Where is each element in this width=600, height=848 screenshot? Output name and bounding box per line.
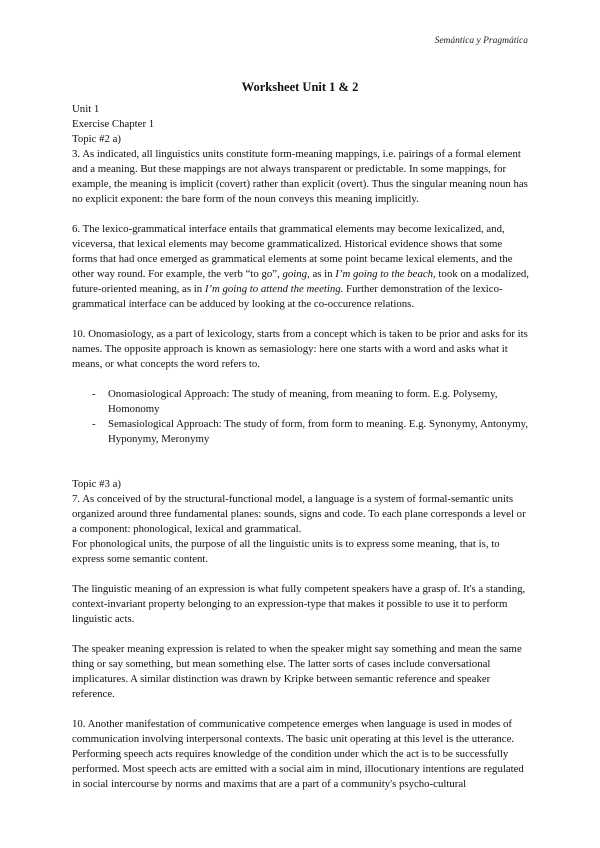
- document-title: Worksheet Unit 1 & 2: [241, 80, 359, 94]
- paragraph-10-onomasiology: 10. Onomasiology, as a part of lexicology, starts from a concept which is taken to be prior and asks for its names. The opposite approach is known as semasiology: here one starts with a word and asks what it means, or what concepts the word refers to.: [72, 328, 528, 370]
- list-item: - Semasiological Approach: The study of form, from form to meaning. E.g. Synonymy, Antonymy, Hyponymy, Meronymy: [92, 417, 530, 447]
- paragraph-7: 7. As conceived of by the structural-functional model, a language is a system of formal-semantic units organized around three fundamental planes: sounds, signs and code. To each plane corresponds a level or a component: phonological, lexical and grammatical.: [72, 493, 526, 535]
- paragraph-speaker-meaning: The speaker meaning expression is related to when the speaker might say something and mean the same thing or say something, but mean something else. The latter sorts of cases include conversational implicatures. A similar distinction was drawn by Kripke between semantic reference and speaker reference.: [72, 643, 522, 700]
- paragraph-7b: For phonological units, the purpose of all the linguistic units is to express some meaning, that is, to express some semantic content.: [72, 538, 500, 565]
- paragraph-linguistic-meaning: The linguistic meaning of an expression is what fully competent speakers have a grasp of. It's a standing, context-invariant property belonging to an expression-type that makes it possible to use it to perform linguistic acts.: [72, 583, 526, 625]
- paragraph-6-text: Further demonstration of the lexico-grammatical interface can be adduced by looking at the co-occurence relations.: [72, 283, 503, 310]
- topic-heading: Topic #3 a): [72, 478, 122, 490]
- paragraph-6-text: took on a modalized, future-oriented meaning, as in: [72, 268, 529, 295]
- unit-heading: Unit 1: [72, 103, 100, 115]
- approach-list: [72, 387, 530, 447]
- running-header: Semántica y Pragmática: [434, 36, 528, 46]
- paragraph-3: 3. As indicated, all linguistics units constitute form-meaning mappings, i.e. pairings of a formal element and a meaning. But these mappings are not always transparent or predictable. In some mappings, for example, the meaning is implicit (covert) rather than explicit (overt). Thus the singular meaning noun has no explicit exponent: the bare form of the noun conveys this meaning implicitly.: [72, 148, 528, 205]
- topic-heading: Topic #2 a): [72, 133, 122, 145]
- exercise-heading: Exercise Chapter 1: [72, 118, 155, 130]
- document-body: [72, 102, 530, 792]
- paragraph-10-communicative: 10. Another manifestation of communicative competence emerges when language is used in modes of communication involving interpersonal contexts. The basic unit operating at this level is the utterance. Performing speech acts requires knowledge of the condition under which the act is to be successfully performed. Most speech acts are emitted with a social aim in mind, illocutionary intentions are regulated in social intercourse by norms and maxims that are a part of a community's psycho-cultural: [72, 718, 524, 790]
- paragraph-6-emph: I’m going to the beach,: [335, 268, 436, 280]
- paragraph-6: [72, 222, 530, 312]
- paragraph-6-text: as in: [309, 268, 336, 280]
- paragraph-6-emph: I’m going to attend the meeting.: [204, 283, 344, 295]
- paragraph-6-text: 6. The lexico-grammatical interface entails that grammatical elements may become lexicalized, and, viceversa, that lexical elements may become grammaticalized. Historical evidence shows that some forms that had once emerged as grammatical elements at some point became lexical elements, and the other way round. For example, the verb “to go”,: [72, 223, 513, 280]
- list-item: - Onomasiological Approach: The study of meaning, from meaning to form. E.g. Polysemy, Homonomy: [92, 387, 530, 417]
- paragraph-6-emph: going,: [282, 268, 310, 280]
